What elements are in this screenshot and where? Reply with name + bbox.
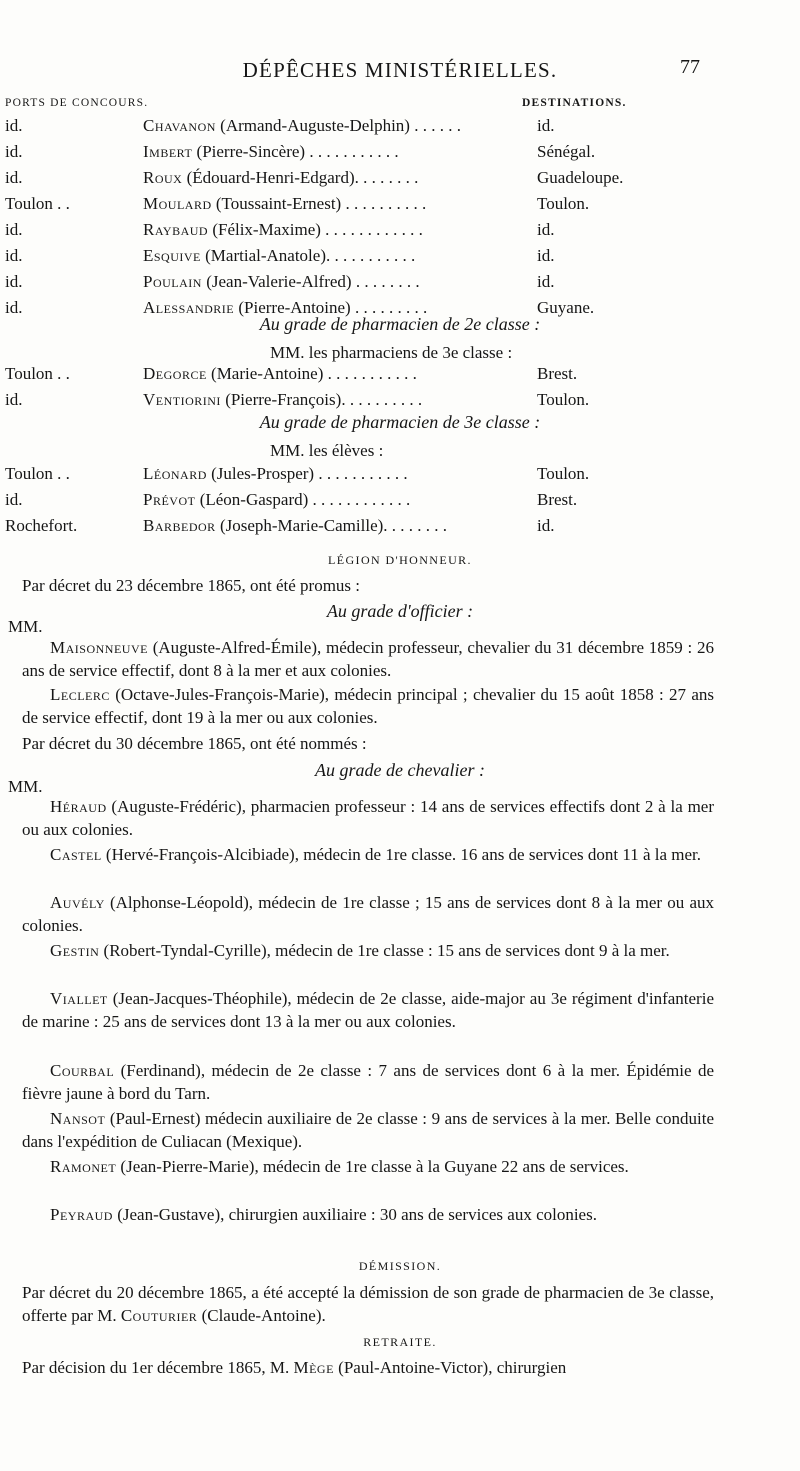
entry-text: (Jean-Jacques-Théophile), médecin de 2e classe, aide-major au 3e régiment d'infanterie de marine : 25 ans de services dont 13 à la mer ou aux colonies. [22,989,714,1031]
header-title: DÉPÊCHES MINISTÉRIELLES. [242,58,558,82]
col-header-destinations: DESTINATIONS. [522,97,627,109]
award-entry [22,1107,714,1153]
decree-promotion: Par décret du 23 décembre 1865, ont été promus : [22,576,361,595]
given-names: (Marie-Antoine) [206,364,324,383]
name-cell [143,464,408,484]
port-cell: id. [5,390,23,409]
concours-row [0,166,800,192]
concours-table-2 [0,362,800,414]
name-cell [143,168,418,188]
leader-dots: . . . . . . . . . . . . [320,220,423,239]
destination-cell: Toulon. [537,464,590,483]
name-cell [143,142,399,162]
leader-dots: . . . . . . . . . . . [314,464,408,483]
surname: Prévot [143,490,196,509]
leader-dots: . . . . . . . . [383,516,448,535]
leader-dots: . . . . . . . . . . [341,390,423,409]
entry-text: (Alphonse-Léopold), médecin de 1re classe ; 15 ans de services dont 8 à la mer ou aux colonies. [22,893,714,935]
given-names: (Toussaint-Ernest) [211,194,342,213]
destination-cell: id. [537,516,555,535]
leader-dots: . . . . . . . . . . . [325,246,416,265]
award-entry [22,891,714,937]
port-cell: id. [5,490,23,509]
port-cell: id. [5,246,23,265]
leader-dots: . . . . . . . . [354,168,419,187]
given-names: (Joseph-Marie-Camille) [215,516,384,535]
leader-dots: . . . . . . . . [351,272,420,291]
page-number: 77 [680,56,700,78]
award-entry [22,1203,714,1226]
subheading-pharmacien-3e: Au grade de pharmacien de 3e classe : [259,412,541,432]
award-entry [22,939,714,962]
retraite-paragraph: Par décision du 1er décembre 1865, M. Mège (Paul-Antoine-Victor), chirurgien [22,1358,567,1377]
surname: Ramonet [50,1157,117,1176]
given-names: (Léon-Gaspard) [195,490,309,509]
given-names: (Jules-Prosper) [206,464,315,483]
surname: Barbedor [143,516,216,535]
destination-cell: id. [537,220,555,239]
surname: Courbal [50,1061,115,1080]
given-names: (Félix-Maxime) [208,220,321,239]
given-names: (Édouard-Henri-Edgard) [182,168,355,187]
col-header-ports: PORTS DE CONCOURS. [5,97,149,109]
leader-dots: . . . . . . [409,116,461,135]
surname: Maisonneuve [50,638,148,657]
name-cell [143,390,422,410]
name-cell [143,364,417,384]
concours-row [0,192,800,218]
concours-row [0,514,800,540]
destination-cell: Guyane. [537,298,595,317]
award-entry [22,683,714,729]
destination-cell: id. [537,272,555,291]
concours-row [0,462,800,488]
name-cell [143,194,426,214]
port-cell: id. [5,298,23,317]
award-entry [22,987,714,1033]
port-cell: Toulon . . [5,364,70,383]
surname: Chavanon [143,116,216,135]
concours-row [0,488,800,514]
name-cell [143,246,415,266]
entry-text: (Jean-Pierre-Marie), médecin de 1re classe à la Guyane 22 ans de services. [116,1157,629,1176]
award-entry [22,795,714,841]
destination-cell: Sénégal. [537,142,596,161]
entry-text: (Auguste-Alfred-Émile), médecin professeur, chevalier du 31 décembre 1859 : 26 ans de service effectif, dont 8 à la mer et aux colonies. [22,638,714,680]
award-entry [22,1059,714,1105]
destination-cell: Toulon. [537,194,590,213]
entry-text: (Ferdinand), médecin de 2e classe : 7 ans de services dont 6 à la mer. Épidémie de fièvre jaune à bord du Tarn. [22,1061,714,1103]
leader-dots: . . . . . . . . . [350,298,428,317]
leader-dots: . . . . . . . . . . . [323,364,417,383]
concours-table-1 [0,94,800,322]
surname: Nansot [50,1109,106,1128]
surname: Couturier [120,1306,198,1325]
leader-dots: . . . . . . . . . . . . [308,490,411,509]
column-headers [0,94,800,114]
surname: Roux [143,168,183,187]
entry-text: (Jean-Gustave), chirurgien auxiliaire : 30 ans de services aux colonies. [112,1205,597,1224]
intro-eleves: MM. les élèves : [270,441,384,460]
award-entry [22,1155,714,1178]
running-header [0,52,800,88]
surname: Esquive [143,246,201,265]
entry-text: (Hervé-François-Alcibiade), médecin de 1re classe. 16 ans de services dont 11 à la mer. [101,845,702,864]
entry-text: (Robert-Tyndal-Cyrille), médecin de 1re classe : 15 ans de services dont 9 à la mer. [99,941,670,960]
destination-cell: Brest. [537,490,578,509]
surname: Viallet [50,989,108,1008]
port-cell: id. [5,168,23,187]
surname: Auvély [50,893,105,912]
concours-row [0,114,800,140]
port-cell: id. [5,272,23,291]
name-cell [143,272,420,292]
surname: Leclerc [50,685,110,704]
heading-legion-honneur: LÉGION D'HONNEUR. [328,553,472,567]
surname: Alessandrie [143,298,235,317]
demission-paragraph: Par décret du 20 décembre 1865, a été accepté la démission de son grade de pharmacien de 3e classe, offerte par M. Couturier (Claude-Antoine). [22,1283,714,1325]
mm-label: MM. [8,777,43,796]
name-cell [143,220,423,240]
surname: Léonard [143,464,207,483]
given-names: (Pierre-Sincère) [192,142,306,161]
port-cell: Toulon . . [5,194,70,213]
subheading-officier: Au grade d'officier : [326,601,474,621]
leader-dots: . . . . . . . . . . [341,194,427,213]
given-names: (Armand-Auguste-Delphin) [215,116,410,135]
surname: Raybaud [143,220,209,239]
surname: Degorce [143,364,207,383]
entry-text: (Paul-Ernest) médecin auxiliaire de 2e classe : 9 ans de services à la mer. Belle conduite dans l'expédition de Culiacan (Mexique). [22,1109,714,1151]
concours-row [0,270,800,296]
name-cell [143,490,410,510]
port-cell: Toulon . . [5,464,70,483]
given-names: (Jean-Valerie-Alfred) [201,272,352,291]
surname: Poulain [143,272,202,291]
concours-row [0,244,800,270]
surname: Imbert [143,142,193,161]
surname: Moulard [143,194,212,213]
surname: Peyraud [50,1205,113,1224]
surname: Ventiorini [143,390,221,409]
port-cell: Rochefort. [5,516,78,535]
subheading-pharmacien-2e: Au grade de pharmacien de 2e classe : [259,314,541,334]
concours-row [0,362,800,388]
given-names: (Pierre-François) [220,390,342,409]
destination-cell: Guadeloupe. [537,168,624,187]
award-entry [22,843,714,866]
entry-text: (Octave-Jules-François-Marie), médecin principal ; chevalier du 15 août 1858 : 27 ans de service effectif, dont 19 à la mer ou aux colonies. [22,685,714,727]
leader-dots: . . . . . . . . . . . [305,142,399,161]
port-cell: id. [5,116,23,135]
heading-demission: DÉMISSION. [358,1259,442,1273]
concours-row [0,218,800,244]
surname: Gestin [50,941,100,960]
award-entry [22,636,714,682]
surname: Mège [293,1358,334,1377]
entry-text: (Auguste-Frédéric), pharmacien professeur : 14 ans de services effectifs dont 2 à la mer ou aux colonies. [22,797,714,839]
name-cell [143,116,461,136]
given-names: (Martial-Anatole) [200,246,326,265]
destination-cell: Toulon. [537,390,590,409]
given-names: (Pierre-Antoine) [234,298,351,317]
subheading-chevalier: Au grade de chevalier : [315,760,485,780]
port-cell: id. [5,142,23,161]
name-cell [143,516,447,536]
mm-label: MM. [8,617,43,636]
destination-cell: Brest. [537,364,578,383]
concours-table-3 [0,462,800,540]
surname: Castel [50,845,102,864]
destination-cell: id. [537,246,555,265]
concours-row [0,140,800,166]
destination-cell: id. [537,116,555,135]
decree-nomination: Par décret du 30 décembre 1865, ont été nommés : [22,734,367,753]
intro-pharmaciens-3e: MM. les pharmaciens de 3e classe : [270,343,513,362]
heading-retraite: RETRAITE. [363,1335,437,1349]
surname: Héraud [50,797,107,816]
port-cell: id. [5,220,23,239]
concours-row [0,388,800,414]
